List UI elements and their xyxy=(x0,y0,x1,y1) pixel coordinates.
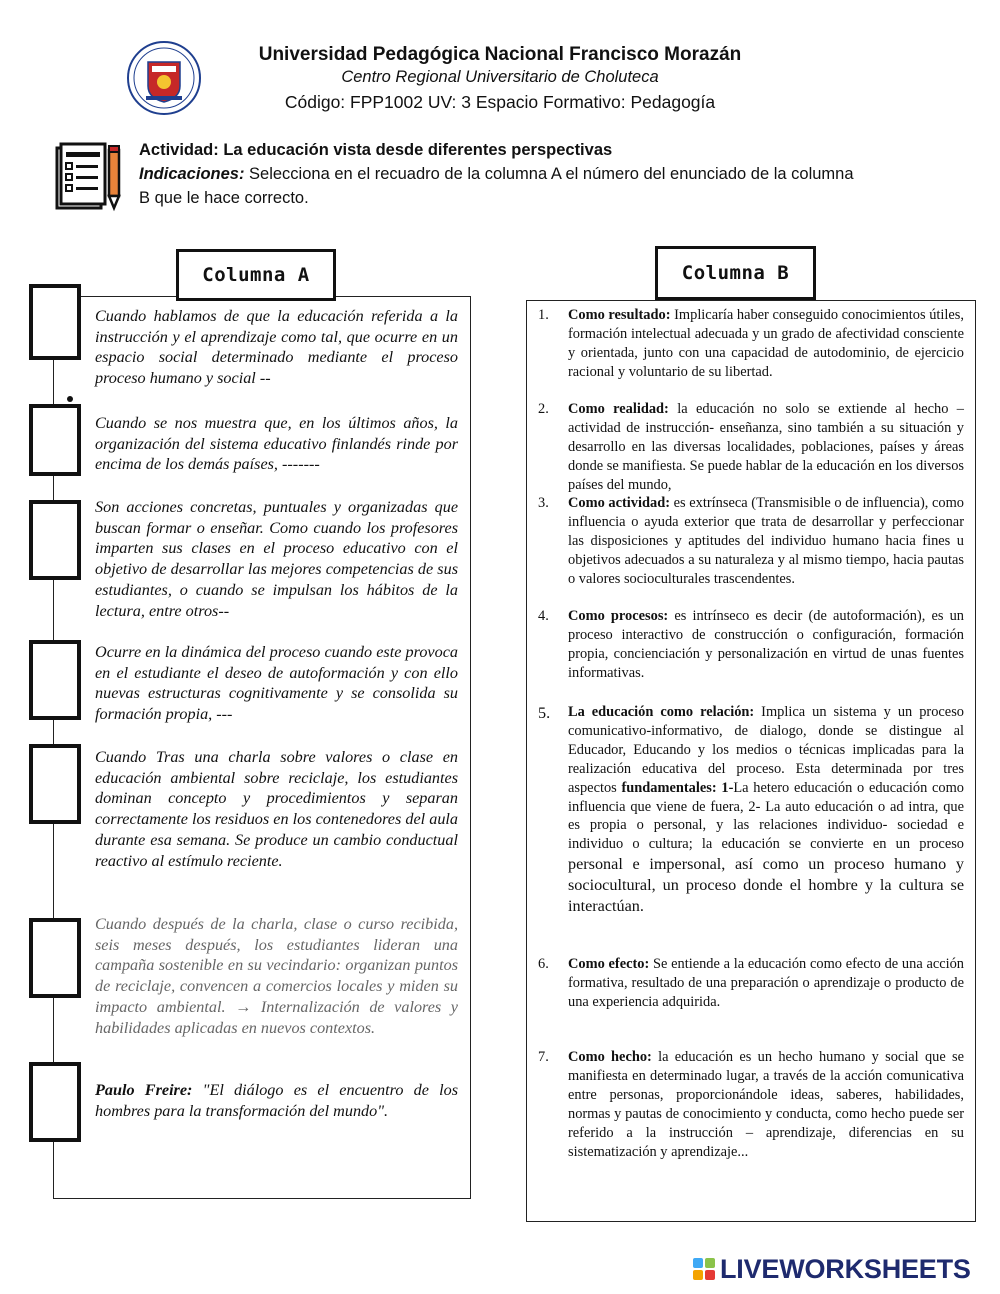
item-number: 4. xyxy=(538,608,549,624)
activity-title: Actividad: La educación vista desde diferentes perspectivas xyxy=(139,141,613,159)
item-number: 5. xyxy=(538,704,551,722)
item-number: 1. xyxy=(538,307,549,323)
column-b-heading: Columna B xyxy=(655,246,816,300)
activity-instructions xyxy=(139,162,859,210)
column-b-item-7 xyxy=(538,1048,964,1161)
liveworksheets-logo-icon xyxy=(692,1257,716,1281)
item-label: Como hecho: xyxy=(568,1049,652,1065)
quote-text: "El diálogo es el encuentro de los hombres para la transformación del mundo". xyxy=(95,1081,458,1120)
worksheet-pencil-icon xyxy=(55,142,125,212)
answer-box-7[interactable] xyxy=(29,1062,81,1142)
column-a-item-2: Cuando se nos muestra que, en los últimos años, la organización del sistema educativo finlandés rinde por encima de los demás países, ------- xyxy=(95,414,458,474)
item-text-3: personal e impersonal, así como un proceso humano y sociocultural, un proceso donde el hombre y la cultura se interactúan. xyxy=(568,855,964,916)
brand-name: LIVEWORKSHEETS xyxy=(720,1253,971,1284)
activity-block xyxy=(139,138,859,210)
item-text: la educación no solo se extiende al hecho – actividad de instrucción- enseñanza, sino también a su situación y desarrollo en las diversas localidades, poblaciones, países y áreas donde se manifiesta. Se puede hablar de la educación en los diversos países del mundo, xyxy=(568,401,964,493)
item-number: 2. xyxy=(538,401,549,417)
column-b-item-5 xyxy=(538,703,964,917)
column-b-item-3 xyxy=(538,494,964,589)
item-text: la educación es un hecho humano y social que se manifiesta en determinado lugar, a través de la acción comunicativa entre personas, proporcionándole ideas, saberes, habilidades, normas y pautas de conocimiento y conducta, como hecho puede ser referido a la instrucción – aprendizaje, diferencias en su sistematización y aprendizaje... xyxy=(568,1049,964,1160)
item-text: Implica un sistema y un proceso comunicativo-informativo, de dialogo, donde se distingue al Educador, Educando y los medios o técnicas implicadas para la realización educativa del proceso. Esta determinada por tres aspectos xyxy=(568,704,964,796)
university-seal-icon xyxy=(126,40,202,116)
column-a-item-6: Cuando después de la charla, clase o curso recibida, seis meses después, los estudiantes lideran una campaña sostenible en su vecindario: organizan puntos de reciclaje, convencen a comercios locales y miden su impacto ambiental. → Internalización de valores y habilidades aplicadas en nuevos contextos. xyxy=(95,915,458,1037)
item-label: La educación como relación: xyxy=(568,704,755,720)
answer-box-5[interactable] xyxy=(29,744,81,824)
bullet-dot xyxy=(67,396,73,402)
answer-box-3[interactable] xyxy=(29,500,81,580)
item-label: Como actividad: xyxy=(568,495,670,511)
item-text: es extrínseca (Transmisible o de influencia), como influencia o ayuda exterior que trata de desarrollar y perfeccionar las disposiciones y aptitudes del individuo humano hacia fines u objetivos adecuados a su naturaleza y al mismo tiempo, hacia pautas o valores socioculturales trascendentes. xyxy=(568,495,964,587)
quote-author: Paulo Freire: xyxy=(95,1081,193,1099)
item-text: Se entiende a la educación como efecto de una acción formativa, resultado de una preparación o aprendizaje o producto de una experiencia adquirida. xyxy=(568,956,964,1010)
item-number: 3. xyxy=(538,495,549,511)
answer-box-4[interactable] xyxy=(29,640,81,720)
answer-box-2[interactable] xyxy=(29,404,81,476)
item-number: 7. xyxy=(538,1049,549,1065)
regional-center: Centro Regional Universitario de Choluteca xyxy=(341,68,659,86)
answer-box-6[interactable] xyxy=(29,918,81,998)
column-a-item-5: Cuando Tras una charla sobre valores o clase en educación ambiental sobre reciclaje, los estudiantes dominan concepto y procedimientos y separan correctamente los residuos en los contenedores del aula durante esa semana. Se produce un cambio conductual reactivo al estímulo reciente. xyxy=(95,748,458,870)
item-label: Como realidad: xyxy=(568,401,669,417)
column-b-item-4 xyxy=(538,607,964,683)
item-text-2: La hetero educación o educación como influencia que viene de fuera, 2- La auto educación o ad intra, que es propia o personal, y las relaciones individuo- sociedad e individuo o cultura; la educación se convierte en un proceso xyxy=(568,779,965,853)
instructions-label: Indicaciones: xyxy=(139,165,245,183)
column-a-item-1: Cuando hablamos de que la educación referida a la instrucción y el aprendizaje como tal, que ocurre en un espacio social determinado mediante el proceso proceso humano y social -- xyxy=(95,307,458,388)
column-b-item-6 xyxy=(538,955,964,1012)
item-label: Como efecto: xyxy=(568,956,650,972)
column-a-item-7 xyxy=(95,1080,458,1121)
liveworksheets-brand[interactable] xyxy=(692,1254,992,1284)
column-a-item-4: Ocurre en la dinámica del proceso cuando este provoca en el estudiante el deseo de autoformación y con ello nuevas estructuras cognitivamente y se consolida su formación propia, --- xyxy=(95,643,458,724)
column-b-item-2 xyxy=(538,400,964,495)
column-a-heading: Columna A xyxy=(176,249,336,301)
column-a-item-3: Son acciones concretas, puntuales y organizadas que buscan formar o enseñar. Como cuando los profesores imparten sus clases en el proceso educativo con el objetivo de desarrollar las mejores competencias de sus estudiantes, o cuando se impulsan los hábitos de la lectura, entre otros-- xyxy=(95,498,458,620)
item-text: Implicaría haber conseguido conocimientos útiles, formación intelectual adecuada y un grado de afectividad consciente y orientada, junto con una capacidad de autodominio, de ejercicio racional y voluntario de su libertad. xyxy=(568,307,964,380)
course-code: Código: FPP1002 UV: 3 Espacio Formativo: Pedagogía xyxy=(284,92,716,112)
item-label: Como procesos: xyxy=(568,608,669,624)
item-label: Como resultado: xyxy=(568,307,671,323)
item-text: es intrínseco es decir (de autoformación), es un proceso interactivo de construcción o configuración, formación propia, concienciación y personalización en virtud de unas fuentes informativas. xyxy=(568,608,964,681)
item-number: 6. xyxy=(538,956,549,972)
answer-box-1[interactable] xyxy=(29,284,81,360)
item-label-2: fundamentales: 1- xyxy=(621,779,734,796)
university-name: Universidad Pedagógica Nacional Francisco Morazán xyxy=(258,44,742,65)
instructions-text: Selecciona en el recuadro de la columna A el número del enunciado de la columna B que le hace correcto. xyxy=(139,165,854,207)
column-b-item-1 xyxy=(538,306,964,382)
